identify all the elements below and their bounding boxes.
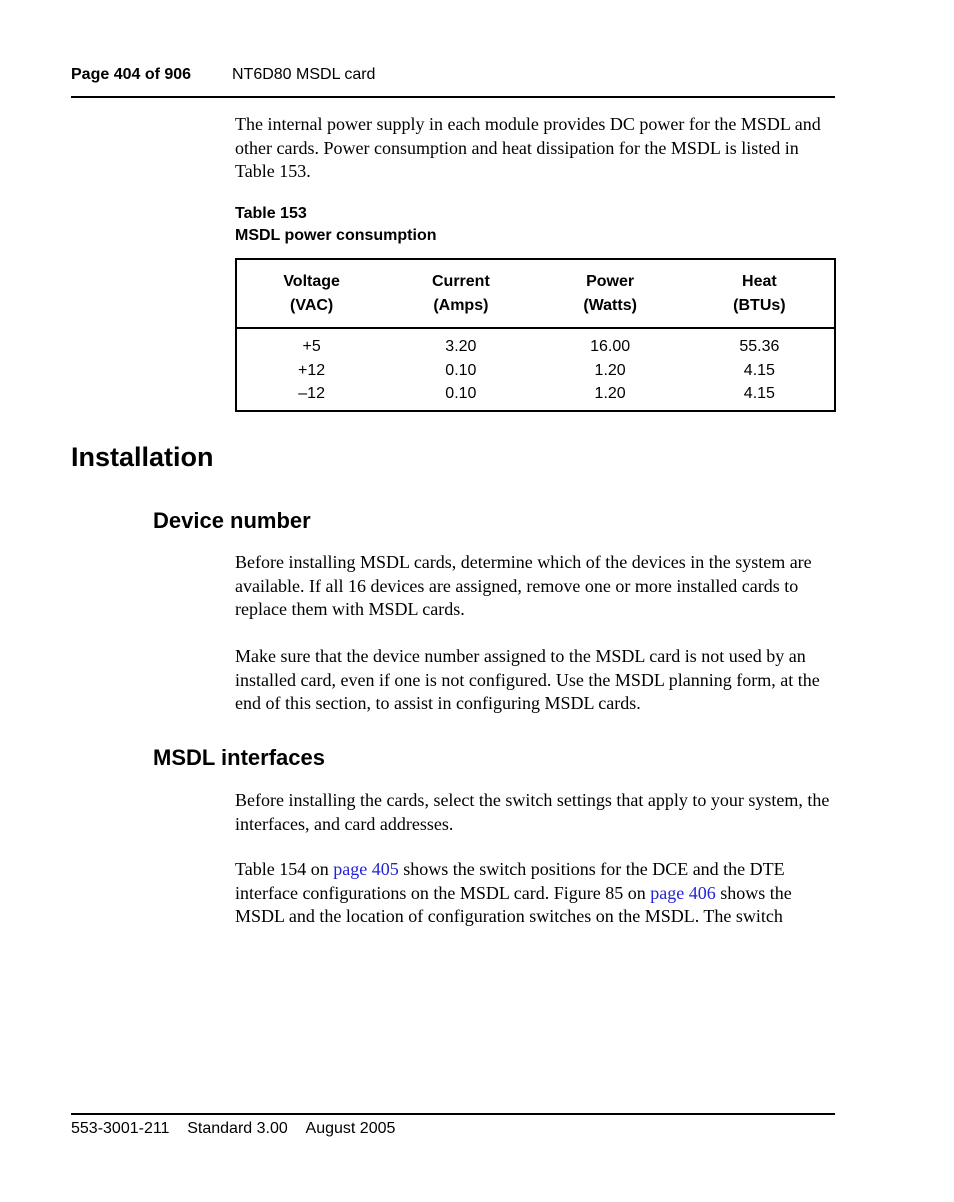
table-label: Table 153 — [235, 205, 307, 222]
table-row — [237, 335, 834, 359]
page-footer — [71, 1113, 835, 1138]
device-number-paragraph-2: Make sure that the device number assigned to the MSDL card is not used by an installed card, even if one is not configured. Use the MSDL planning form, at the end of this section, to assist in configuring MSDL cards. — [235, 646, 820, 713]
table-cell: 16.00 — [590, 338, 631, 355]
page-405-link[interactable]: page 405 — [333, 859, 399, 879]
table-row — [237, 359, 834, 383]
column-header-power: Power (Watts) — [583, 273, 637, 314]
intro-paragraph: The internal power supply in each module provides DC power for the MSDL and other cards. Power consumption and heat dissipation for the MSDL is listed in Table 153. — [235, 114, 821, 181]
msdl-interfaces-paragraph-1: Before installing the cards, select the switch settings that apply to your system, the interfaces, and card addresses. — [235, 790, 830, 834]
page-406-link[interactable]: page 406 — [650, 882, 716, 903]
table-row — [237, 382, 834, 406]
table-cell: 1.20 — [594, 361, 626, 379]
table-cell: +12 — [298, 361, 326, 379]
column-header-heat: Heat (BTUs) — [733, 273, 786, 314]
table-caption — [235, 203, 436, 247]
table-cell: 3.20 — [445, 338, 477, 355]
page-number: Page 404 of 906 — [71, 66, 192, 83]
table-body — [237, 335, 834, 406]
msdl-interfaces-paragraph-2 — [235, 858, 835, 929]
document-number: 553-3001-211 — [71, 1120, 170, 1137]
device-number-heading: Device number — [153, 508, 311, 533]
table-cell: 4.15 — [743, 385, 775, 402]
table-header-row — [237, 260, 834, 329]
publication-date: August 2005 — [305, 1120, 396, 1137]
installation-heading: Installation — [71, 442, 214, 472]
paragraph-text: Table 154 on — [235, 859, 334, 879]
table-cell: +5 — [302, 338, 321, 355]
table-cell: 0.10 — [445, 361, 477, 379]
document-title: NT6D80 MSDL card — [232, 66, 376, 83]
device-number-paragraph-1: Before installing MSDL cards, determine which of the devices in the system are available. If all 16 devices are assigned, remove one or more installed cards to replace them with MSDL cards. — [235, 552, 812, 619]
power-consumption-table — [235, 258, 836, 412]
table-cell: 0.10 — [445, 385, 477, 402]
table-title: MSDL power consumption — [235, 227, 437, 244]
table-cell: –12 — [298, 385, 325, 402]
table-cell: 4.15 — [743, 361, 775, 379]
table-cell: 55.36 — [739, 338, 780, 355]
page-header — [71, 66, 835, 98]
column-header-current: Current (Amps) — [431, 273, 490, 314]
column-header-voltage: Voltage (VAC) — [283, 273, 340, 314]
paragraph-text: shows the switch positions for the DCE and the DTE interface configurations on the MSDL card. Figure 85 on — [235, 859, 785, 903]
msdl-interfaces-heading: MSDL interfaces — [153, 745, 325, 770]
table-cell: 1.20 — [594, 385, 626, 402]
standard-version: Standard 3.00 — [187, 1120, 288, 1137]
paragraph-text: shows the MSDL and the location of configuration switches on the MSDL. The switch — [235, 882, 792, 926]
